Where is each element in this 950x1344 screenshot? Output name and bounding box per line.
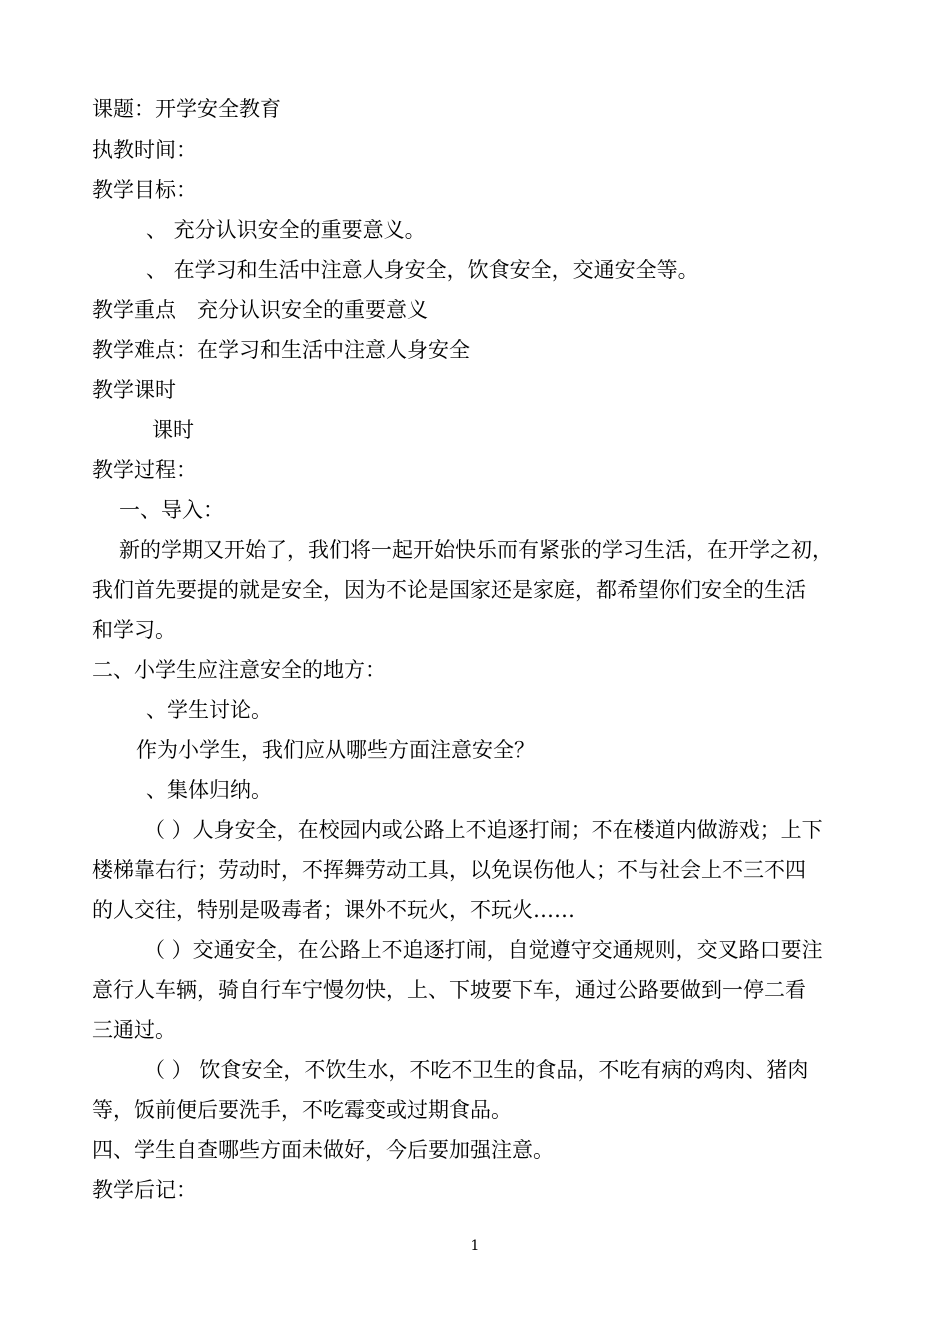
teaching-focus: 教学重点 充分认识安全的重要意义 [92, 298, 428, 322]
personal-safety-line-2: 楼梯靠右行；劳动时，不挥舞劳动工具，以免误伤他人；不与社会上不三不四 [92, 858, 806, 882]
section-introduction-heading: 一、导入： [119, 498, 224, 522]
traffic-safety-line-1: （ ）交通安全，在公路上不追逐打闹，自觉遵守交通规则，交叉路口要注 [144, 938, 823, 962]
teaching-notes-heading: 教学后记： [92, 1178, 197, 1202]
objective-item-1: 、 充分认识安全的重要意义。 [146, 218, 426, 242]
class-hours-heading: 教学课时 [92, 378, 176, 402]
introduction-paragraph-line-2: 我们首先要提的就是安全，因为不论是国家还是家庭，都希望你们安全的生活 [92, 578, 806, 602]
personal-safety-line-1: （ ）人身安全，在校园内或公路上不追逐打闹；不在楼道内做游戏；上下 [144, 818, 823, 842]
introduction-paragraph-line-1: 新的学期又开始了，我们将一起开始快乐而有紧张的学习生活，在开学之初， [119, 538, 833, 562]
personal-safety-line-3: 的人交往，特别是吸毒者；课外不玩火，不玩火…… [92, 898, 575, 922]
teaching-time: 执教时间： [92, 138, 197, 162]
teaching-objectives-heading: 教学目标： [92, 178, 197, 202]
traffic-safety-line-3: 三通过。 [92, 1018, 176, 1042]
traffic-safety-line-2: 意行人车辆，骑自行车宁慢勿快，上、下坡要下车，通过公路要做到一停二看 [92, 978, 806, 1002]
teaching-process-heading: 教学过程： [92, 458, 197, 482]
discussion-question: 作为小学生，我们应从哪些方面注意安全？ [136, 738, 535, 762]
step-group-summary: 、集体归纳。 [146, 778, 272, 802]
class-hours-value: 课时 [152, 418, 194, 442]
section-safety-places-heading: 二、小学生应注意安全的地方： [92, 658, 386, 682]
lesson-title: 课题：开学安全教育 [92, 97, 281, 121]
objective-item-2: 、 在学习和生活中注意人身安全，饮食安全，交通安全等。 [146, 258, 699, 282]
section-self-check: 四、学生自查哪些方面未做好，今后要加强注意。 [92, 1138, 554, 1162]
food-safety-line-1: （ ） 饮食安全，不饮生水，不吃不卫生的食品，不吃有病的鸡肉、猪肉 [144, 1058, 809, 1082]
teaching-difficulty: 教学难点：在学习和生活中注意人身安全 [92, 338, 470, 362]
step-student-discussion: 、学生讨论。 [146, 698, 272, 722]
food-safety-line-2: 等，饭前便后要洗手，不吃霉变或过期食品。 [92, 1098, 512, 1122]
introduction-paragraph-line-3: 和学习。 [92, 618, 176, 642]
page-number: 1 [470, 1238, 480, 1254]
